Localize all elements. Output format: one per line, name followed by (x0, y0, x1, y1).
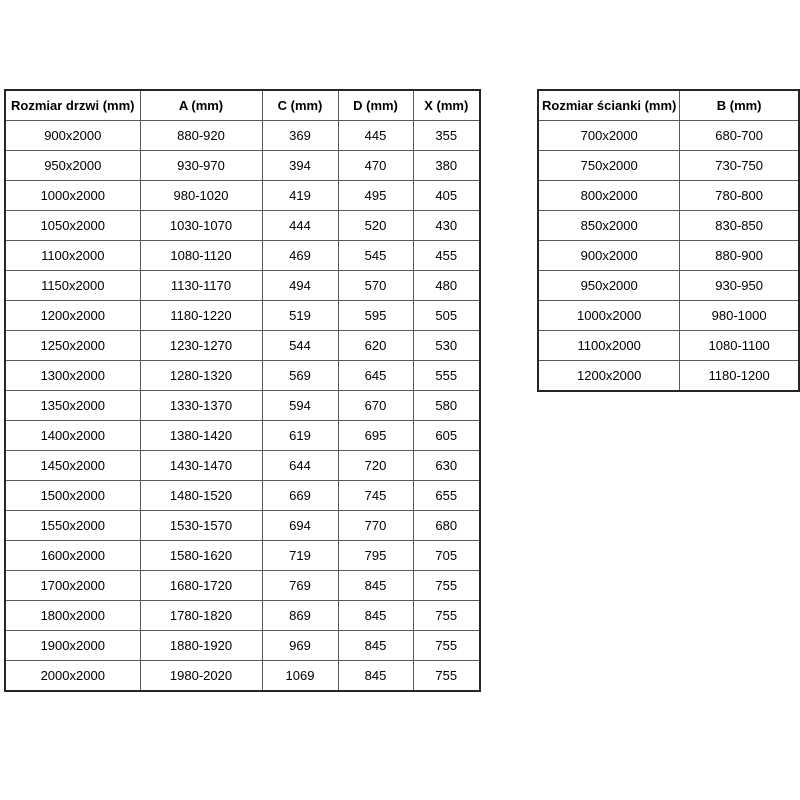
table-cell: 505 (413, 301, 480, 331)
table-row (5, 211, 480, 241)
table-cell: 1200x2000 (538, 361, 680, 392)
table-cell: 1150x2000 (5, 271, 140, 301)
door-dimensions-section (4, 89, 481, 692)
column-header: B (mm) (680, 90, 799, 121)
table-row (5, 421, 480, 451)
table-cell: 380 (413, 151, 480, 181)
table-cell: 1780-1820 (140, 601, 262, 631)
table-cell: 1980-2020 (140, 661, 262, 692)
table-cell: 619 (262, 421, 338, 451)
table-row (5, 391, 480, 421)
table-row (538, 271, 799, 301)
table-cell: 770 (338, 511, 413, 541)
table-cell: 1700x2000 (5, 571, 140, 601)
table-row (5, 331, 480, 361)
table-cell: 1500x2000 (5, 481, 140, 511)
table-cell: 1180-1200 (680, 361, 799, 392)
table-row (5, 571, 480, 601)
table-cell: 845 (338, 631, 413, 661)
table-cell: 980-1020 (140, 181, 262, 211)
table-cell: 745 (338, 481, 413, 511)
table-cell: 1030-1070 (140, 211, 262, 241)
table-cell: 480 (413, 271, 480, 301)
table-cell: 1080-1120 (140, 241, 262, 271)
header-row (5, 90, 480, 121)
table-cell: 780-800 (680, 181, 799, 211)
table-cell: 494 (262, 271, 338, 301)
table-cell: 1300x2000 (5, 361, 140, 391)
column-header: A (mm) (140, 90, 262, 121)
column-header: D (mm) (338, 90, 413, 121)
table-cell: 795 (338, 541, 413, 571)
table-cell: 1000x2000 (5, 181, 140, 211)
table-cell: 1050x2000 (5, 211, 140, 241)
table-cell: 2000x2000 (5, 661, 140, 692)
table-cell: 655 (413, 481, 480, 511)
table-cell: 950x2000 (5, 151, 140, 181)
table-cell: 595 (338, 301, 413, 331)
table-cell: 580 (413, 391, 480, 421)
table-cell: 869 (262, 601, 338, 631)
table-cell: 1880-1920 (140, 631, 262, 661)
table-row (538, 121, 799, 151)
door-dimensions-table (4, 89, 481, 692)
table-cell: 544 (262, 331, 338, 361)
table-cell: 695 (338, 421, 413, 451)
table-row (5, 361, 480, 391)
table-row (5, 121, 480, 151)
table-cell: 630 (413, 451, 480, 481)
table-cell: 1200x2000 (5, 301, 140, 331)
column-header: C (mm) (262, 90, 338, 121)
table-cell: 800x2000 (538, 181, 680, 211)
table-cell: 1800x2000 (5, 601, 140, 631)
column-header: Rozmiar ścianki (mm) (538, 90, 680, 121)
table-cell: 730-750 (680, 151, 799, 181)
column-header: X (mm) (413, 90, 480, 121)
table-cell: 530 (413, 331, 480, 361)
table-cell: 645 (338, 361, 413, 391)
table-cell: 419 (262, 181, 338, 211)
table-cell: 545 (338, 241, 413, 271)
table-row (5, 241, 480, 271)
table-cell: 405 (413, 181, 480, 211)
table-cell: 680 (413, 511, 480, 541)
table-row (5, 451, 480, 481)
table-cell: 850x2000 (538, 211, 680, 241)
table-cell: 1330-1370 (140, 391, 262, 421)
table-row (538, 301, 799, 331)
table-cell: 445 (338, 121, 413, 151)
wall-dimensions-section (537, 89, 800, 392)
table-cell: 455 (413, 241, 480, 271)
table-cell: 1480-1520 (140, 481, 262, 511)
wall-dimensions-table (537, 89, 800, 392)
table-cell: 555 (413, 361, 480, 391)
table-cell: 845 (338, 601, 413, 631)
table-row (5, 181, 480, 211)
table-cell: 1280-1320 (140, 361, 262, 391)
table-cell: 845 (338, 661, 413, 692)
table-row (5, 511, 480, 541)
table-cell: 830-850 (680, 211, 799, 241)
table-row (5, 151, 480, 181)
table-cell: 369 (262, 121, 338, 151)
table-cell: 1350x2000 (5, 391, 140, 421)
table-cell: 980-1000 (680, 301, 799, 331)
table-row (538, 151, 799, 181)
table-cell: 1230-1270 (140, 331, 262, 361)
table-cell: 1550x2000 (5, 511, 140, 541)
table-cell: 755 (413, 661, 480, 692)
table-cell: 495 (338, 181, 413, 211)
table-cell: 1400x2000 (5, 421, 140, 451)
table-cell: 469 (262, 241, 338, 271)
table-cell: 900x2000 (538, 241, 680, 271)
table-cell: 1069 (262, 661, 338, 692)
table-cell: 720 (338, 451, 413, 481)
table-cell: 700x2000 (538, 121, 680, 151)
table-row (5, 481, 480, 511)
table-cell: 470 (338, 151, 413, 181)
table-cell: 930-950 (680, 271, 799, 301)
table-row (5, 541, 480, 571)
table-cell: 845 (338, 571, 413, 601)
table-cell: 1530-1570 (140, 511, 262, 541)
table-cell: 1180-1220 (140, 301, 262, 331)
table-cell: 1000x2000 (538, 301, 680, 331)
table-cell: 430 (413, 211, 480, 241)
table-row (5, 661, 480, 692)
table-row (538, 361, 799, 392)
table-cell: 900x2000 (5, 121, 140, 151)
table-cell: 755 (413, 601, 480, 631)
table-cell: 355 (413, 121, 480, 151)
table-cell: 705 (413, 541, 480, 571)
table-cell: 1600x2000 (5, 541, 140, 571)
table-cell: 620 (338, 331, 413, 361)
table-row (5, 271, 480, 301)
table-row (538, 211, 799, 241)
table-cell: 444 (262, 211, 338, 241)
table-cell: 644 (262, 451, 338, 481)
table-cell: 669 (262, 481, 338, 511)
table-row (538, 181, 799, 211)
table-cell: 969 (262, 631, 338, 661)
table-cell: 1900x2000 (5, 631, 140, 661)
table-cell: 750x2000 (538, 151, 680, 181)
table-cell: 694 (262, 511, 338, 541)
table-cell: 519 (262, 301, 338, 331)
table-cell: 769 (262, 571, 338, 601)
table-cell: 880-920 (140, 121, 262, 151)
table-cell: 1100x2000 (5, 241, 140, 271)
table-cell: 719 (262, 541, 338, 571)
table-cell: 880-900 (680, 241, 799, 271)
table-row (5, 301, 480, 331)
table-cell: 1580-1620 (140, 541, 262, 571)
table-cell: 1450x2000 (5, 451, 140, 481)
table-cell: 1250x2000 (5, 331, 140, 361)
table-cell: 1680-1720 (140, 571, 262, 601)
table-cell: 1380-1420 (140, 421, 262, 451)
table-cell: 1430-1470 (140, 451, 262, 481)
table-cell: 570 (338, 271, 413, 301)
table-cell: 594 (262, 391, 338, 421)
header-row (538, 90, 799, 121)
table-cell: 1130-1170 (140, 271, 262, 301)
table-cell: 1100x2000 (538, 331, 680, 361)
column-header: Rozmiar drzwi (mm) (5, 90, 140, 121)
table-row (538, 331, 799, 361)
table-cell: 520 (338, 211, 413, 241)
table-row (538, 241, 799, 271)
table-cell: 755 (413, 571, 480, 601)
table-cell: 569 (262, 361, 338, 391)
table-cell: 680-700 (680, 121, 799, 151)
table-row (5, 631, 480, 661)
table-cell: 755 (413, 631, 480, 661)
table-cell: 394 (262, 151, 338, 181)
table-cell: 670 (338, 391, 413, 421)
table-cell: 950x2000 (538, 271, 680, 301)
table-row (5, 601, 480, 631)
table-cell: 930-970 (140, 151, 262, 181)
table-cell: 605 (413, 421, 480, 451)
table-cell: 1080-1100 (680, 331, 799, 361)
